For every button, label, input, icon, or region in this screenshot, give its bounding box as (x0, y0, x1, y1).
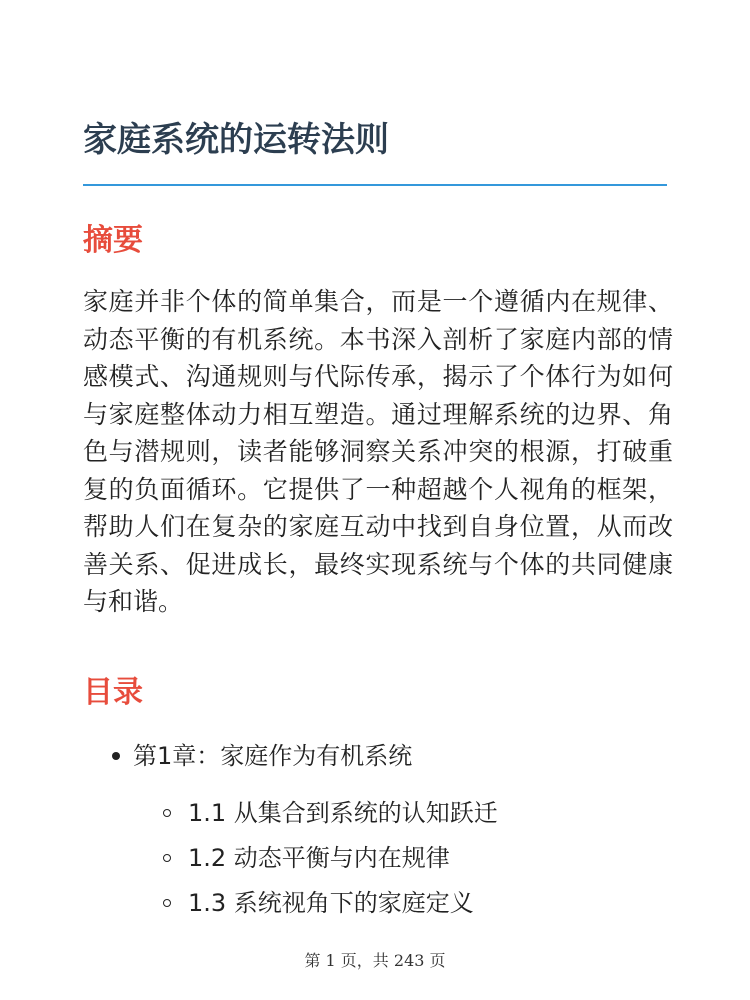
abstract-paragraph: 家庭并非个体的简单集合，而是一个遵循内在规律、动态平衡的有机系统。本书深入剖析了家庭内部的情感模式、沟通规则与代际传承，揭示了个体行为如何与家庭整体动力相互塑造。通过理解系统的边界、角色与潜规则，读者能够洞察关系冲突的根源，打破重复的负面循环。它提供了一种超越个人视角的框架，帮助人们在复杂的家庭互动中找到自身位置，从而改善关系、促进成长，最终实现系统与个体的共同健康与和谐。 (83, 287, 673, 616)
circle-bullet-icon (163, 809, 171, 817)
toc-section-1-1[interactable]: 1.1 从集合到系统的认知跃迁 (188, 799, 498, 827)
page-title: 家庭系统的运转法则 (83, 120, 389, 160)
toc-section-1-3[interactable]: 1.3 系统视角下的家庭定义 (188, 889, 474, 917)
page-number: 第 1 页，共 243 页 (304, 951, 446, 970)
abstract-heading: 摘要 (83, 223, 143, 258)
toc-chapter-1[interactable]: 第1章：家庭作为有机系统 (133, 742, 413, 770)
toc-section-1-2[interactable]: 1.2 动态平衡与内在规律 (188, 844, 450, 872)
circle-bullet-icon (163, 854, 171, 862)
circle-bullet-icon (163, 899, 171, 907)
toc-heading: 目录 (83, 675, 143, 710)
bullet-icon (112, 752, 120, 760)
title-divider (83, 184, 667, 186)
